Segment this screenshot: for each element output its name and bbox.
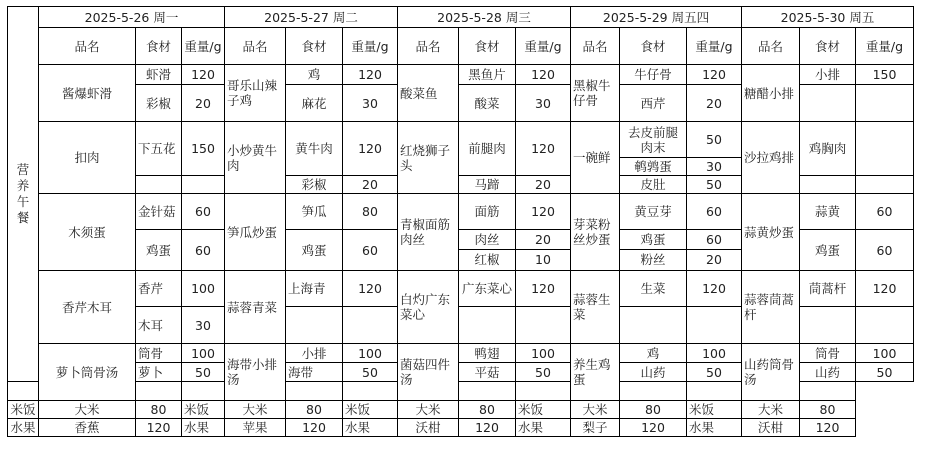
ingredient: 肉丝 [459, 230, 515, 250]
ingredient: 彩椒 [136, 85, 182, 122]
column-header-row [8, 28, 914, 65]
ingredient: 香芹 [136, 271, 182, 307]
dish-name: 蒜蓉青菜 [225, 271, 286, 344]
ingredient: 大米 [571, 401, 620, 419]
weight: 100 [687, 344, 742, 363]
ingredient: 沃柑 [398, 419, 459, 437]
ingredient: 黑鱼片 [459, 65, 516, 85]
ingredient [800, 176, 856, 194]
ingredient [687, 382, 742, 401]
ingredient: 苹果 [225, 419, 286, 437]
dish-name: 芽菜粉丝炒蛋 [571, 194, 620, 271]
dish-name: 米饭 [8, 401, 39, 419]
dish-name: 蒜蓉生菜 [571, 271, 620, 344]
ingredient: 黄豆芽 [620, 194, 687, 230]
weight [856, 122, 914, 176]
day-header-5: 2025-5-30 周五 [742, 7, 914, 28]
dish-name: 小炒黄牛肉 [225, 122, 286, 194]
weight [620, 382, 687, 401]
ingredient: 木耳 [136, 307, 182, 344]
col-dish-header: 品名 [225, 28, 286, 65]
weight: 120 [516, 65, 571, 85]
weight: 120 [343, 65, 398, 85]
weight: 60 [343, 230, 398, 271]
ingredient: 马蹄 [459, 176, 516, 194]
dish-name: 水果 [687, 419, 742, 437]
ingredient: 下五花 [136, 122, 182, 176]
ingredient: 前腿肉 [459, 122, 516, 176]
dish-name: 红烧狮子头 [398, 122, 459, 194]
col-ingredient-header: 食材 [800, 28, 856, 65]
weight: 50 [182, 363, 225, 382]
ingredient: 粉丝 [640, 252, 666, 267]
col-ingredient-header: 食材 [459, 28, 516, 65]
weight [856, 85, 914, 122]
ingredient: 牛仔骨 [620, 65, 687, 85]
col-weight-header: 重量/g [343, 28, 398, 65]
ingredient: 茼蒿杆 [800, 271, 856, 307]
col-weight-header: 重量/g [856, 28, 914, 65]
weight: 20 [182, 85, 225, 122]
col-ingredient-header: 食材 [286, 28, 343, 65]
ingredient [343, 382, 398, 401]
dish-name: 米饭 [516, 401, 571, 419]
ingredient: 金针菇 [136, 194, 182, 230]
weight: 120 [459, 419, 516, 437]
ingredient: 筒骨 [136, 344, 182, 363]
weight: 30 [687, 158, 742, 176]
ingredient: 皮肚 [620, 176, 687, 194]
weight: 150 [856, 65, 914, 85]
fruit-row [8, 419, 914, 437]
weight [182, 176, 225, 194]
dish-name: 木须蛋 [39, 194, 136, 271]
ingredient: 虾滑 [136, 65, 182, 85]
weight [343, 307, 398, 344]
ingredient [459, 307, 516, 344]
weight: 80 [286, 401, 343, 419]
weight: 60 [687, 194, 742, 230]
weight: 80 [459, 401, 516, 419]
dish-name: 海带小排汤 [225, 344, 286, 401]
ingredient: 鸡 [286, 65, 343, 85]
ingredient: 香蕉 [39, 419, 136, 437]
ingredient: 平菇 [459, 363, 516, 382]
dish-name: 养生鸡蛋 [571, 344, 620, 401]
weight: 20 [516, 230, 570, 250]
ingredient: 红椒 [474, 252, 500, 267]
ingredient: 鸡蛋 [136, 230, 182, 271]
table-row [8, 65, 914, 85]
weight: 20 [706, 252, 722, 267]
dish-name: 香芹木耳 [39, 271, 136, 344]
rice-row [8, 401, 914, 419]
ingredient: 麻花 [286, 85, 343, 122]
date-row [8, 7, 914, 28]
weight: 50 [856, 363, 914, 382]
weight: 20 [516, 176, 571, 194]
ingredient: 黄牛肉 [286, 122, 343, 176]
ingredient [800, 307, 856, 344]
table-row [8, 271, 914, 307]
ingredient: 蒜黄 [800, 194, 856, 230]
dish-name: 米饭 [182, 401, 225, 419]
weight: 60 [856, 194, 914, 230]
col-dish-header: 品名 [39, 28, 136, 65]
weight: 50 [343, 363, 398, 382]
col-ingredient-header: 食材 [136, 28, 182, 65]
ingredient [516, 382, 571, 401]
dish-name: 一碗鲜 [571, 122, 620, 194]
ingredient [182, 382, 225, 401]
dish-name: 水果 [8, 419, 39, 437]
ingredient: 萝卜 [136, 363, 182, 382]
weight: 50 [516, 363, 571, 382]
ingredient: 鹌鹑蛋 [620, 158, 687, 176]
weight: 80 [800, 401, 856, 419]
ingredient: 酸菜 [459, 85, 516, 122]
category-cell [8, 7, 39, 382]
weight [286, 382, 343, 401]
weight: 50 [687, 363, 742, 382]
weight: 120 [856, 271, 914, 307]
ingredient [136, 176, 182, 194]
ingredient: 面筋 [459, 194, 516, 230]
weight: 20 [343, 176, 398, 194]
weight: 120 [516, 194, 571, 230]
ingredient: 山药 [800, 363, 856, 382]
weight: 120 [182, 65, 225, 85]
ingredient: 上海青 [286, 271, 343, 307]
ingredient: 鸡蛋 [620, 230, 686, 250]
day-header-1: 2025-5-26 周一 [39, 7, 225, 28]
ingredient: 鸡蛋 [286, 230, 343, 271]
col-dish-header: 品名 [742, 28, 800, 65]
weight: 100 [516, 344, 571, 363]
dish-name: 蒜黄炒蛋 [742, 194, 800, 271]
dish-name: 水果 [182, 419, 225, 437]
table-row [8, 194, 914, 230]
menu-sheet [7, 6, 914, 437]
col-ingredient-header: 食材 [620, 28, 687, 65]
weight [856, 176, 914, 194]
weight: 60 [182, 194, 225, 230]
ingredient: 大米 [39, 401, 136, 419]
ingredient: 筒骨 [800, 344, 856, 363]
weight [459, 382, 516, 401]
ingredient: 大米 [225, 401, 286, 419]
ingredient: 生菜 [620, 271, 687, 307]
weight: 120 [136, 419, 182, 437]
ingredient: 鸭翅 [459, 344, 516, 363]
ingredient: 大米 [398, 401, 459, 419]
weight: 120 [343, 122, 398, 176]
dish-name: 水果 [516, 419, 571, 437]
weight: 60 [856, 230, 914, 271]
ingredient-pair [620, 230, 687, 271]
weight: 100 [856, 344, 914, 363]
dish-name: 糖醋小排 [742, 65, 800, 122]
ingredient: 鸡胸肉 [800, 122, 856, 176]
ingredient [8, 382, 39, 401]
day-header-4: 2025-5-29 周五四 [571, 7, 742, 28]
dish-name: 扣肉 [39, 122, 136, 194]
dish-name: 白灼广东菜心 [398, 271, 459, 344]
weight [516, 307, 571, 344]
dish-name: 哥乐山辣子鸡 [225, 65, 286, 122]
table-row [8, 344, 914, 363]
weight: 150 [182, 122, 225, 176]
weight: 10 [535, 252, 551, 267]
dish-name: 水果 [343, 419, 398, 437]
weight-pair [516, 230, 571, 271]
ingredient: 去皮前腿肉末 [620, 122, 687, 158]
weight: 50 [687, 122, 742, 158]
weight: 100 [182, 271, 225, 307]
ingredient: 笋瓜 [286, 194, 343, 230]
dish-name: 米饭 [343, 401, 398, 419]
dish-name: 山药筒骨汤 [742, 344, 800, 401]
col-weight-header: 重量/g [516, 28, 571, 65]
dish-name: 菌菇四件汤 [398, 344, 459, 401]
weight: 120 [516, 271, 571, 307]
day-header-3: 2025-5-28 周三 [398, 7, 571, 28]
ingredient: 西芹 [620, 85, 687, 122]
weight [687, 307, 742, 344]
col-weight-header: 重量/g [182, 28, 225, 65]
ingredient: 鸡 [620, 344, 687, 363]
dish-name: 酸菜鱼 [398, 65, 459, 122]
weight: 100 [182, 344, 225, 363]
col-dish-header: 品名 [571, 28, 620, 65]
dish-name: 蒜蓉茼蒿杆 [742, 271, 800, 344]
weight: 30 [343, 85, 398, 122]
weight: 120 [800, 419, 856, 437]
dish-name: 沙拉鸡排 [742, 122, 800, 194]
weight [136, 382, 182, 401]
dish-name: 黑椒牛仔骨 [571, 65, 620, 122]
weight-pair [687, 230, 742, 271]
weekly-lunch-menu-table [7, 6, 914, 437]
day-header-2: 2025-5-27 周二 [225, 7, 398, 28]
ingredient: 鸡蛋 [800, 230, 856, 271]
ingredient: 山药 [620, 363, 687, 382]
weight: 60 [687, 230, 741, 250]
ingredient-pair [459, 230, 516, 271]
dish-name: 青椒面筋肉丝 [398, 194, 459, 271]
weight: 120 [687, 65, 742, 85]
weight [800, 382, 856, 401]
col-weight-header: 重量/g [687, 28, 742, 65]
ingredient: 梨子 [571, 419, 620, 437]
ingredient: 彩椒 [286, 176, 343, 194]
dish-name: 酱爆虾滑 [39, 65, 136, 122]
weight: 80 [136, 401, 182, 419]
ingredient: 小排 [286, 344, 343, 363]
weight: 120 [516, 122, 571, 176]
table-row [8, 122, 914, 158]
ingredient: 大米 [742, 401, 800, 419]
category-label: 营养午餐 [16, 162, 30, 225]
weight: 60 [182, 230, 225, 271]
weight: 30 [516, 85, 571, 122]
dish-name: 笋瓜炒蛋 [225, 194, 286, 271]
weight: 20 [687, 85, 742, 122]
ingredient [800, 85, 856, 122]
weight [856, 307, 914, 344]
weight: 80 [343, 194, 398, 230]
weight: 120 [620, 419, 687, 437]
dish-name: 米饭 [687, 401, 742, 419]
ingredient: 海带 [286, 363, 343, 382]
weight: 120 [687, 271, 742, 307]
weight: 100 [343, 344, 398, 363]
ingredient [620, 307, 687, 344]
col-dish-header: 品名 [398, 28, 459, 65]
ingredient: 广东菜心 [459, 271, 516, 307]
weight: 80 [620, 401, 687, 419]
ingredient [286, 307, 343, 344]
weight: 50 [687, 176, 742, 194]
weight: 120 [343, 271, 398, 307]
weight: 30 [182, 307, 225, 344]
weight: 120 [286, 419, 343, 437]
dish-name: 萝卜筒骨汤 [39, 344, 136, 401]
ingredient: 沃柑 [742, 419, 800, 437]
ingredient: 小排 [800, 65, 856, 85]
